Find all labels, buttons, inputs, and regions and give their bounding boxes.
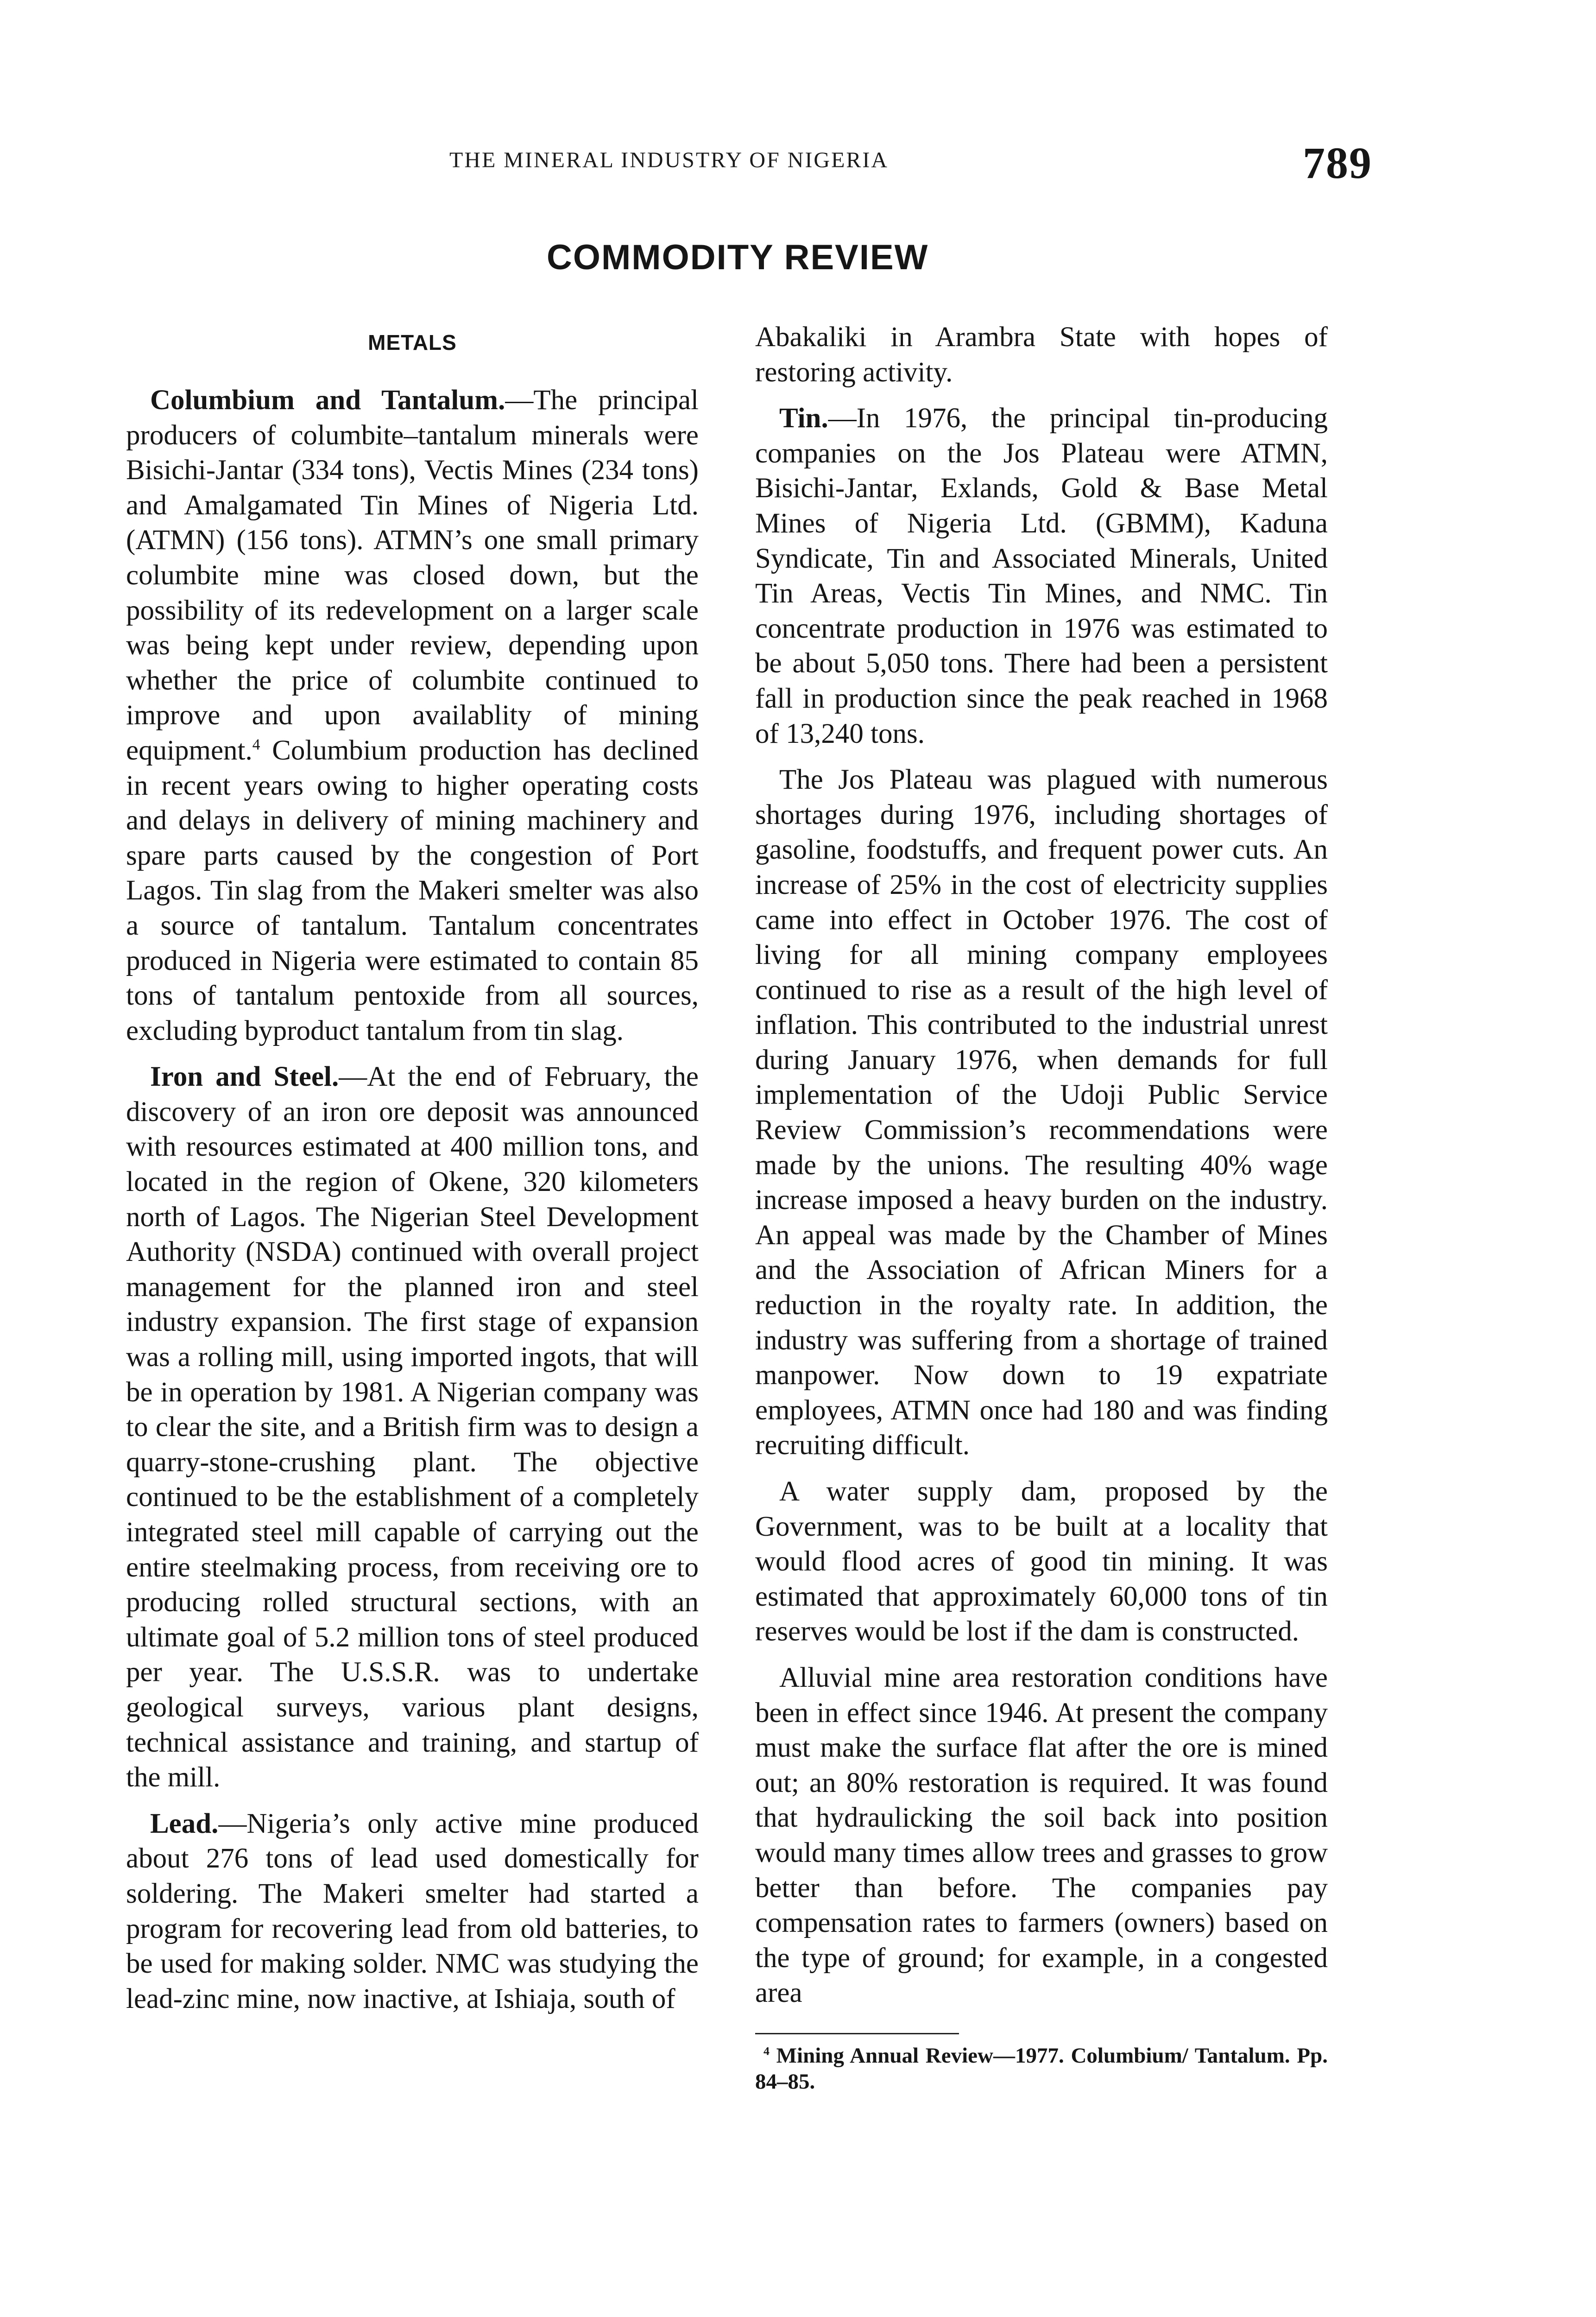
paragraph-text: —Nigeria’s only active mine produced about 276 tons of lead used domestically for soldering. The Makeri smelter had started a program for recovering lead from old batteries, to be used for making solder. NMC was studying the lead-zinc mine, now inactive, at Ishiaja, south of xyxy=(126,1808,699,2014)
footnote-divider xyxy=(755,2033,959,2034)
paragraph-run-in-heading: Iron and Steel. xyxy=(150,1061,339,1093)
left-column xyxy=(126,320,699,2027)
paragraph-lead xyxy=(126,1806,699,2017)
footnote-reference[interactable]: 4 xyxy=(252,736,260,753)
paragraph-run-in-heading: Lead. xyxy=(150,1808,219,1839)
paragraph-text: Columbium production has declined in recent years owing to higher operating costs and delays in delivery of mining machinery and spare parts caused by the congestion of Port Lagos. Tin slag from the Makeri smelter was also a source of tantalum. Tantalum concentrates produced in Nigeria were estimated to contain 85 tons of tantalum pentoxide from all sources, excluding byproduct tantalum from tin slag. xyxy=(126,734,699,1046)
paragraph-tin xyxy=(755,401,1328,751)
running-header: THE MINERAL INDUSTRY OF NIGERIA xyxy=(449,148,889,172)
paragraph-restoration: Alluvial mine area restoration conditions have been in effect since 1946. At present the company must make the surface flat after the ore is mined out; an 80% restoration is required. It was found that hydraulicking the soil back into position would many times allow trees and grasses to grow better than before. The companies pay compensation rates to farmers (owners) based on the type of ground; for example, in a congested area xyxy=(755,1662,1328,2009)
section-title: COMMODITY REVIEW xyxy=(547,238,929,277)
paragraph-lead-continued: Abakaliki in Arambra State with hopes of restoring activity. xyxy=(755,322,1328,388)
subsection-heading: METALS xyxy=(368,330,457,355)
right-column xyxy=(755,320,1328,2095)
paragraph-text: —The principal producers of columbite–tantalum minerals were Bisichi-Jantar (334 tons), Vectis Mines (234 tons) and Amalgamated Tin Mines of Nigeria Ltd. (ATMN) (156 tons). ATMN’s one small primary columbite mine was closed down, but the possibility of its redevelopment on a larger scale was being kept under review, depending upon whether the price of columbite continued to improve and upon availablity of mining equipment. xyxy=(126,385,699,766)
paragraph-text: —In 1976, the principal tin-producing companies on the Jos Plateau were ATMN, Bisichi-Jantar, Exlands, Gold & Base Metal Mines of Nigeria Ltd. (GBMM), Kaduna Syndicate, Tin and Associated Minerals, United Tin Areas, Vectis Tin Mines, and NMC. Tin concentrate production in 1976 was estimated to be about 5,050 tons. There had been a persistent fall in production since the peak reached in 1968 of 13,240 tons. xyxy=(755,403,1328,749)
paragraph-iron-steel xyxy=(126,1059,699,1795)
paragraph-run-in-heading: Columbium and Tantalum. xyxy=(150,385,505,416)
paragraph-run-in-heading: Tin. xyxy=(779,403,828,434)
paragraph-text: —At the end of February, the discovery of an iron ore deposit was announced with resources estimated at 400 million tons, and located in the region of Okene, 320 kilometers north of Lagos. The Nigerian Steel Development Authority (NSDA) continued with overall project management for the planned iron and steel industry expansion. The first stage of expansion was a rolling mill, using imported ingots, that will be in operation by 1981. A Nigerian company was to clear the site, and a British firm was to design a quarry-stone-crushing plant. The objective continued to be the establishment of a completely integrated steel mill capable of carrying out the entire steelmaking process, from receiving ore to producing rolled structural sections, with an ultimate goal of 5.2 million tons of steel produced per year. The U.S.S.R. was to undertake geological surveys, various plant designs, technical assistance and training, and startup of the mill. xyxy=(126,1061,699,1793)
paragraph-jos-plateau: The Jos Plateau was plagued with numerous shortages during 1976, including shortages of gasoline, foodstuffs, and frequent power cuts. An increase of 25% in the cost of electricity supplies came into effect in October 1976. The cost of living for all mining company employees continued to rise as a result of the high level of inflation. This contributed to the industrial unrest during January 1976, when demands for full implementation of the Udoji Public Service Review Commission’s recommendations were made by the unions. The resulting 40% wage increase imposed a heavy burden on the industry. An appeal was made by the Chamber of Mines and the Association of African Miners for a reduction in the royalty rate. In addition, the industry was suffering from a shortage of trained manpower. Now down to 19 expatriate employees, ATMN once had 180 and was finding recruiting difficult. xyxy=(755,764,1328,1461)
footnote-text: Mining Annual Review—1977. Columbium/ Tantalum. Pp. 84–85. xyxy=(755,2043,1328,2094)
paragraph-water-dam: A water supply dam, proposed by the Government, was to be built at a locality that would flood acres of good tin mining. It was estimated that approximately 60,000 tons of tin reserves would be lost if the dam is constructed. xyxy=(755,1476,1328,1647)
paragraph-columbium-tantalum xyxy=(126,383,699,1048)
footnote-marker: 4 xyxy=(763,2044,770,2058)
page-number: 789 xyxy=(1303,138,1372,188)
footnote xyxy=(755,2043,1328,2095)
